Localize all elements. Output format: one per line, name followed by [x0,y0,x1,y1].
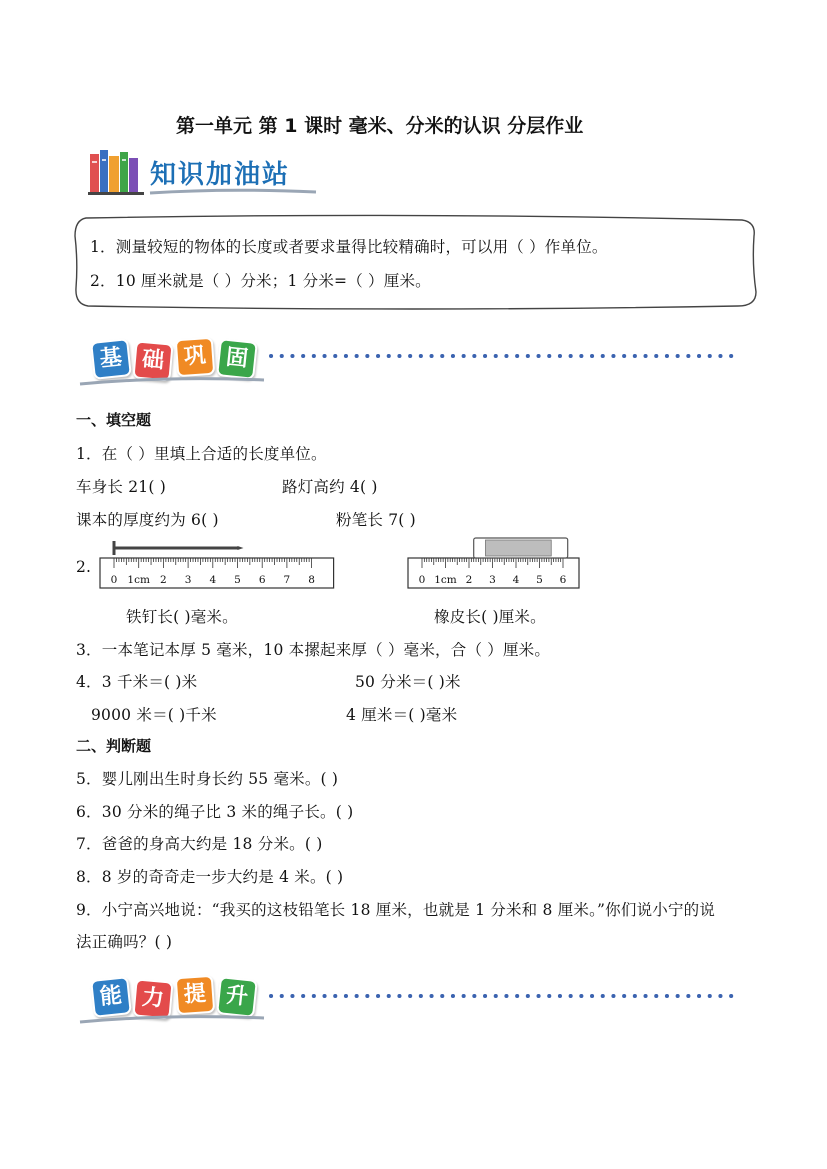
question-4-item-c: 9000 米＝( )千米 [91,706,217,724]
question-1-item-d: 粉笔长 7( ) [336,511,416,529]
banner-swoosh [78,1012,268,1026]
ruler-tick-label: 2 [160,574,167,586]
books-icon [88,148,148,196]
ruler-tick-label: 7 [283,574,291,586]
ruler-tick-label: 1cm [127,574,150,586]
ruler-tick-label: 5 [536,574,543,586]
ruler-tick-label: 1cm [434,574,457,586]
knowledge-line-1: 1．测量较短的物体的长度或者要求量得比较精确时，可以用（ ）作单位。 [90,238,608,256]
banner-underline [148,188,318,196]
question-4-item-d: 4 厘米＝( )毫米 [346,706,458,724]
question-1-item-b: 路灯高约 4( ) [282,478,378,496]
ruler-tick-label: 6 [258,574,266,586]
question-1-stem: 1．在（ ）里填上合适的长度单位。 [76,445,327,463]
question-7: 7．爸爸的身高大约是 18 分米。( ) [76,835,323,853]
ruler-tick-label: 4 [512,574,520,586]
banner-tile-5: 能 [90,976,132,1018]
banner-swoosh [78,374,268,388]
eraser-sleeve [485,540,551,556]
ruler-eraser [406,536,586,594]
question-8: 8．8 岁的奇奇走一步大约是 4 米。( ) [76,868,344,886]
question-4-item-a: 4．3 千米＝( )米 [76,673,198,691]
ruler-tick-label: 5 [234,574,241,586]
dotted-rule [268,351,738,361]
knowledge-banner [88,148,318,198]
section-true-false-title: 二、判断题 [76,737,152,755]
dotted-rule [268,991,738,1001]
question-9-line-2: 法正确吗？( ) [76,933,173,951]
page-title: 第一单元 第 1 课时 毫米、分米的认识 分层作业 [176,115,584,137]
banner-tile-2: 础 [132,340,173,381]
question-1-item-a: 车身长 21( ) [76,478,166,496]
ruler-nail [98,536,338,594]
nail-tip [238,546,244,550]
question-5: 5．婴儿刚出生时身长约 55 毫米。( ) [76,770,339,788]
ruler-tick-label: 8 [308,574,315,586]
banner-tile-7: 提 [175,975,216,1016]
banner-tile-1: 基 [90,338,132,380]
ruler-tick-label: 3 [184,574,192,586]
section-fill-blank-title: 一、填空题 [76,411,152,429]
ruler-tick-label: 4 [209,574,217,586]
ruler-tick-label: 3 [489,574,496,586]
question-9-line-1: 9．小宁高兴地说：“我买的这枝铅笔长 18 厘米，也就是 1 分米和 8 厘米。”你们说小宁的说 [76,901,716,919]
ruler-tick-label: 2 [465,574,473,586]
ruler-tick-label: 6 [559,574,567,586]
knowledge-banner-title: 知识加油站 [150,160,291,190]
question-2-number: 2. [76,558,92,576]
question-1-item-c: 课本的厚度约为 6( ) [76,511,219,529]
banner-tile-6: 力 [132,978,173,1019]
question-4-item-b: 50 分米＝( )米 [355,673,461,691]
question-3: 3．一本笔记本厚 5 毫米，10 本摞起来厚（ ）毫米，合（ ）厘米。 [76,641,551,659]
question-2-eraser-answer: 橡皮长( )厘米。 [434,608,546,626]
question-6: 6．30 分米的绳子比 3 米的绳子长。( ) [76,803,354,821]
ruler-tick-label: 0 [110,574,118,586]
banner-tile-4: 固 [216,338,258,380]
question-2-nail-answer: 铁钉长( )毫米。 [126,608,238,626]
banner-tile-8: 升 [216,976,258,1018]
ruler-tick-label: 0 [418,574,426,586]
banner-tile-3: 巩 [175,337,216,378]
knowledge-line-2: 2．10 厘米就是（ ）分米；1 分米=（ ）厘米。 [90,272,431,290]
knowledge-box [72,214,762,312]
